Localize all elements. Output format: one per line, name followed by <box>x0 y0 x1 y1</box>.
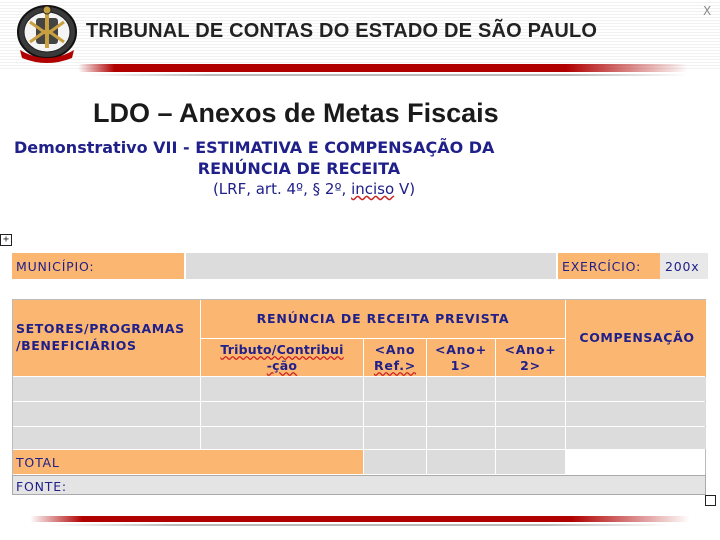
footer-red-rule <box>30 516 690 522</box>
col-header-ano-ref-line2: Ref.> <box>373 358 417 373</box>
col-header-ano-1-line1: <Ano+ <box>434 342 488 357</box>
col-header-tributo-line1: Tributo/Contribui <box>220 342 344 357</box>
table-cell[interactable] <box>364 377 426 401</box>
col-header-tributo-line2: -ção <box>266 358 298 373</box>
table-cell[interactable] <box>364 402 426 426</box>
demonstrativo-title-line1: Demonstrativo VII - ESTIMATIVA E COMPENSAÇÃO DA <box>14 138 495 157</box>
legal-reference <box>14 180 614 198</box>
col-header-tributo <box>201 339 363 376</box>
exercicio-label: EXERCÍCIO: <box>558 253 660 279</box>
demonstrativo-title <box>14 137 624 179</box>
table-cell[interactable] <box>201 402 363 426</box>
legal-reference-prefix: (LRF, art. 4º, § 2º, <box>212 180 352 198</box>
col-header-ano-ref <box>364 339 426 376</box>
slide-title: LDO – Anexos de Metas Fiscais <box>93 98 499 128</box>
table-cell[interactable] <box>427 377 495 401</box>
header-red-rule <box>78 64 688 72</box>
total-label: TOTAL <box>13 450 363 474</box>
corner-x-mark: X <box>703 4 712 18</box>
municipio-field[interactable] <box>186 253 556 279</box>
table-cell[interactable] <box>427 450 495 474</box>
table-cell[interactable] <box>496 427 565 449</box>
organization-title: TRIBUNAL DE CONTAS DO ESTADO DE SÃO PAULO <box>86 20 598 42</box>
col-header-ano-1-line2: 1> <box>450 358 472 373</box>
table-cell[interactable] <box>566 402 706 426</box>
legal-reference-suffix: V) <box>394 180 416 198</box>
corner-square-icon <box>705 495 716 506</box>
col-header-ano-1 <box>427 339 495 376</box>
header-grey-rule <box>88 74 688 76</box>
col-header-ano-2-line2: 2> <box>520 358 541 373</box>
table-cell[interactable] <box>364 450 426 474</box>
col-header-ano-ref-line1: <Ano <box>374 342 416 357</box>
col-header-compensacao: COMPENSAÇÃO <box>566 300 706 376</box>
table-cell[interactable] <box>201 377 363 401</box>
table-cell[interactable] <box>13 377 200 401</box>
col-header-ano-2-line1: <Ano+ <box>504 342 557 357</box>
table-cell[interactable] <box>496 402 565 426</box>
col-header-setores: SETORES/PROGRAMAS /BENEFICIÁRIOS <box>13 300 200 376</box>
legal-reference-inciso: inciso <box>351 180 395 198</box>
table-cell[interactable] <box>566 377 706 401</box>
table-cell[interactable] <box>496 450 565 474</box>
table-cell[interactable] <box>364 427 426 449</box>
col-header-renuncia: RENÚNCIA DE RECEITA PREVISTA <box>201 300 565 338</box>
table-cell[interactable] <box>427 402 495 426</box>
demonstrativo-title-line2: RENÚNCIA DE RECEITA <box>197 159 401 178</box>
exercicio-value[interactable]: 200x <box>660 253 708 279</box>
municipio-label: MUNICÍPIO: <box>12 253 184 279</box>
table-cell[interactable] <box>427 427 495 449</box>
fonte-field[interactable] <box>12 475 706 495</box>
expand-table-icon[interactable]: + <box>0 234 12 246</box>
table-cell[interactable] <box>566 427 706 449</box>
table-cell[interactable] <box>13 427 200 449</box>
col-header-ano-2 <box>496 339 565 376</box>
table-cell[interactable] <box>13 402 200 426</box>
table-cell[interactable] <box>201 427 363 449</box>
table-cell[interactable] <box>496 377 565 401</box>
tce-sp-emblem-icon <box>14 2 80 64</box>
footer-grey-rule <box>50 524 670 526</box>
fonte-label: FONTE: <box>16 479 67 494</box>
